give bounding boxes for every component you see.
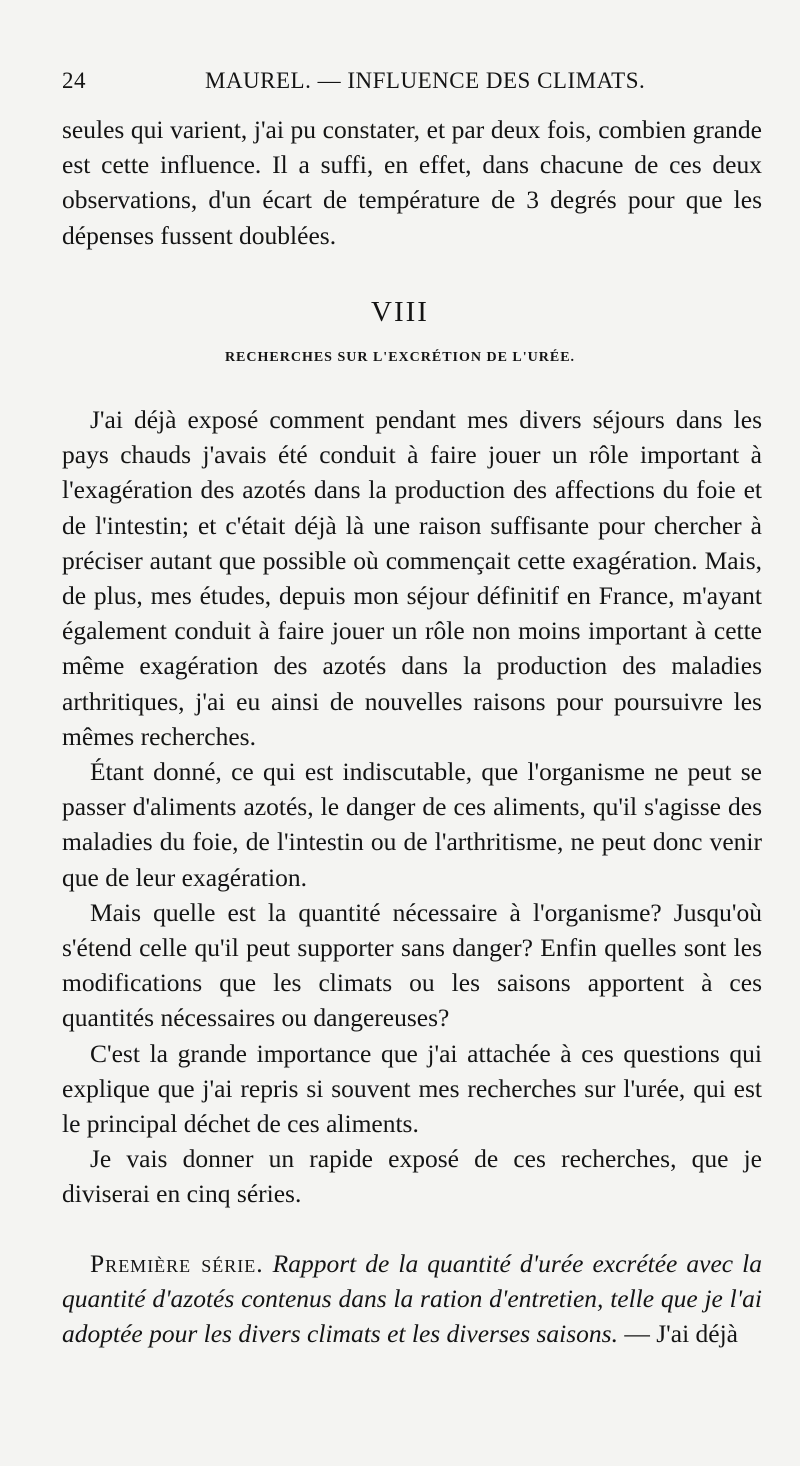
body-text	[62, 402, 762, 1212]
section-number: VIII	[371, 296, 429, 328]
section-title: RECHERCHES SUR L'EXCRÉTION DE L'URÉE.	[224, 350, 576, 365]
series-title: Rapport de la quantité d'urée excrétée avec la quantité d'azotés contenus dans la ration d'entretien, telle que je l'ai adoptée pour les divers climats et les diverses saisons.	[62, 1249, 763, 1349]
paragraph: J'ai déjà exposé comment pendant mes divers séjours dans les pays chauds j'avais été conduit à faire jouer un rôle important à l'exagération des azotés dans la production des affections du foie et de l'intestin; et c'était déjà là une raison suffisante pour chercher à préciser autant que possible où commençait cette exagération. Mais, de plus, mes études, depuis mon séjour définitif en France, m'ayant également conduit à faire jouer un rôle non moins important à cette même exagération des azotés dans la production des maladies arthritiques, j'ai eu ainsi de nouvelles raisons pour poursuivre les mêmes recherches.	[62, 405, 762, 751]
paragraph: Étant donné, ce qui est indiscutable, que l'organisme ne peut se passer d'aliments azotés, le danger de ces aliments, qu'il s'agisse des maladies du foie, de l'intestin ou de l'arthritisme, ne peut donc venir que de leur exagération.	[62, 757, 762, 892]
running-title: MAUREL. — INFLUENCE DES CLIMATS.	[205, 68, 646, 93]
series-paragraph	[62, 1246, 762, 1352]
series-dash: —	[617, 1319, 657, 1349]
series-continuation: J'ai déjà	[656, 1319, 739, 1349]
paragraph: Mais quelle est la quantité nécessaire à l'organisme? Jusqu'où s'étend celle qu'il peut supporter sans danger? Enfin quelles sont les modifications que les climats ou les saisons apportent à ces quantités nécessaires ou dangereuses?	[62, 897, 762, 1033]
series-text	[62, 1246, 762, 1352]
page-number: 24	[62, 68, 86, 93]
opening-text	[62, 112, 762, 253]
paragraph: Je vais donner un rapide exposé de ces recherches, que je diviserai en cinq séries.	[62, 1144, 762, 1209]
paragraph: C'est la grande importance que j'ai attachée à ces questions qui explique que j'ai repris si souvent mes recherches sur l'urée, qui est le principal déchet de ces aliments.	[62, 1038, 762, 1139]
opening-paragraph: seules qui varient, j'ai pu constater, et par deux fois, combien grande est cette influence. Il a suffi, en effet, dans chacune de ces deux observations, d'un écart de température de 3 degrés pour que les dépenses fussent doublées.	[62, 115, 762, 250]
series-label: Première série.	[90, 1249, 264, 1278]
